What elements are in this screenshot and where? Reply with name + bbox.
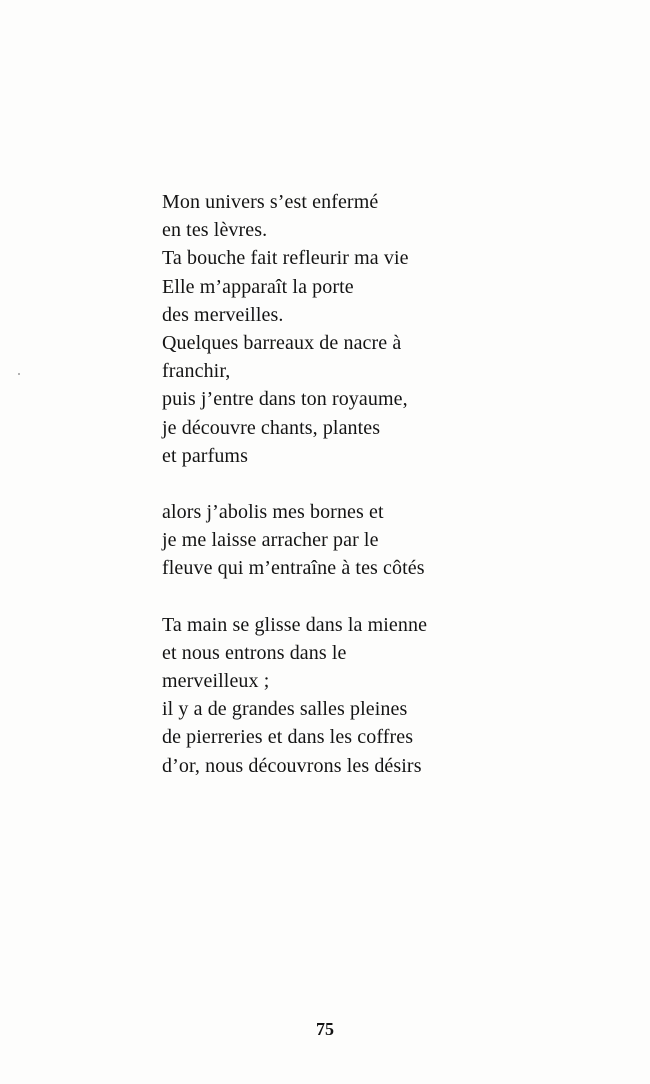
poem-line: il y a de grandes salles pleines [162,698,408,721]
poem-line: des merveilles. [162,303,284,326]
poem [162,188,602,808]
poem-line: d’or, nous découvrons les désirs [162,754,422,777]
scan-speck [18,373,20,375]
poem-line: de pierreries et dans les coffres [162,726,414,749]
poem-line: et nous entrons dans le [162,641,347,664]
poem-line: merveilleux ; [162,670,270,693]
poem-line: alors j’abolis mes bornes et [162,501,384,524]
poem-line: franchir, [162,360,231,383]
page-number: 75 [316,1019,334,1039]
poem-line: Ta main se glisse dans la mienne [162,613,428,636]
poem-line: Quelques barreaux de nacre à [162,332,402,355]
poem-line: je découvre chants, plantes [162,416,381,439]
poem-line: en tes lèvres. [162,219,268,242]
poem-line: je me laisse arracher par le [162,529,379,552]
poem-line: et parfums [162,444,248,467]
stanza-3 [162,611,602,780]
poem-line: Mon univers s’est enfermé [162,191,379,213]
poem-line: Elle m’apparaît la porte [162,275,354,298]
poem-line: puis j’entre dans ton royaume, [162,388,408,411]
stanza-1 [162,188,602,470]
poem-line: Ta bouche fait refleurir ma vie [162,247,409,270]
poem-line: fleuve qui m’entraîne à tes côtés [162,557,425,580]
stanza-2 [162,498,602,583]
